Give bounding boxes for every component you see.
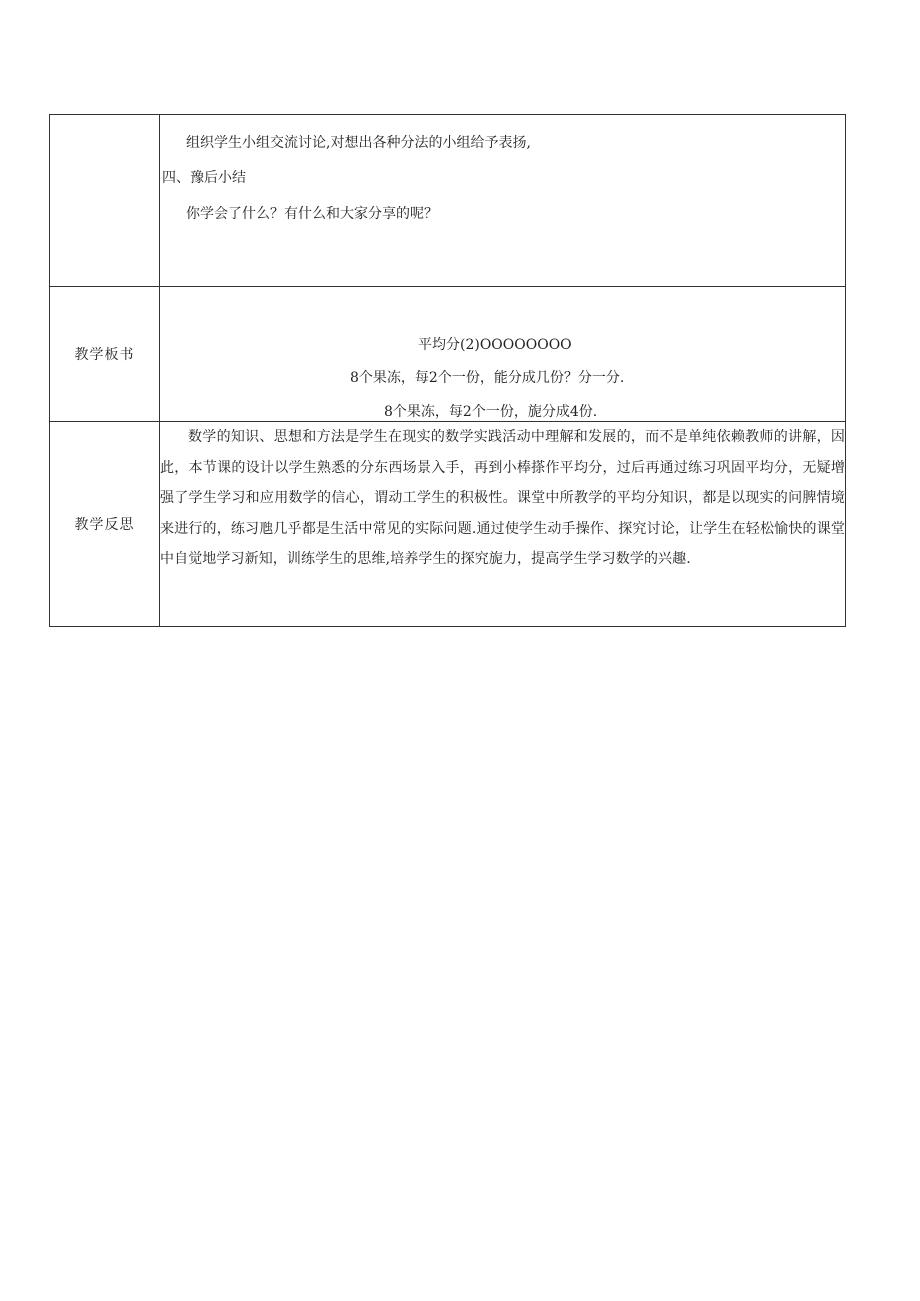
board-line-answer: 8个果冻，每2个一份，旎分成4份. [384,404,598,420]
reflection-row [50,422,846,627]
reflection-label-cell [50,422,160,627]
board-title: 平均分(2)OOOOOOOO [418,337,572,353]
activity-row [50,115,846,287]
activity-line-summary-heading: 四、豫后小结 [162,170,246,186]
board-line-question: 8个果冻，每2个一份，能分成几份？分一分. [350,370,625,386]
board-label: 教学板书 [74,347,135,363]
board-label-cell [50,287,160,422]
activity-label-cell [50,115,160,287]
activity-line-discussion: 组织学生小组交流讨论,对想出各种分法的小组给予表扬, [186,135,531,151]
activity-content-cell [160,115,846,287]
reflection-label: 教学反思 [74,517,135,533]
reflection-paragraph: 数学的知识、思想和方法是学生在现实的数学实践活动中理解和发展的，而不是单纯依赖教师的讲解，因此，本节课的设计以学生熟悉的分东西场景入手，再到小棒搽作平均分，过后再通过练习巩固平均分，无疑增强了学生学习和应用数学的信心，谓动工学生的积极性。课堂中所教学的平均分知识，都是以现实的问脾情境来进行的，练习虺几乎都是生活中常见的实际问题.通过使学生动手操作、探究讨论，让学生在轻松愉快的课堂中自觉地学习新知，训练学生的思维,培养学生的探究旎力，提高学生学习数学的兴趣. [160,429,845,567]
board-content-cell [160,287,846,422]
reflection-content-cell [160,422,846,627]
activity-line-question: 你学会了什么？有什么和大家分享的呢？ [186,206,438,222]
lesson-plan-table [49,114,846,627]
board-row [50,287,846,422]
